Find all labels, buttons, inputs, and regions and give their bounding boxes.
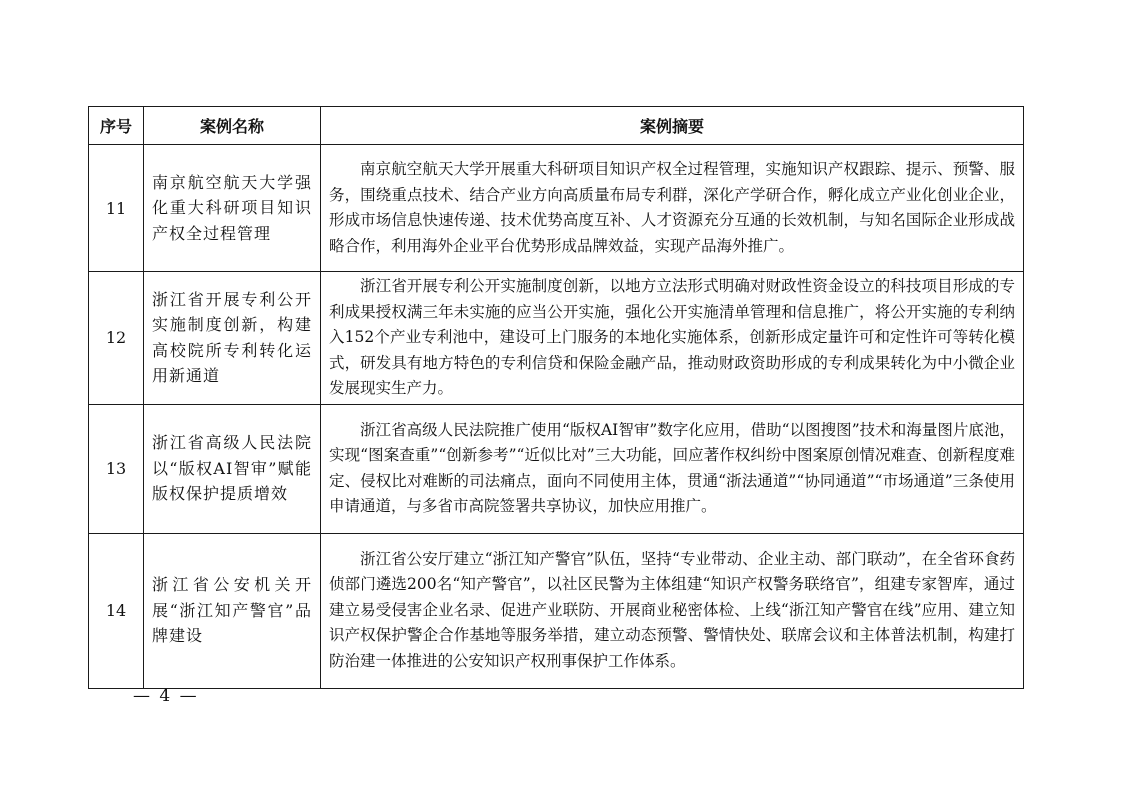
case-seq: 12 <box>89 272 144 405</box>
case-seq: 13 <box>89 404 144 533</box>
table-row <box>89 533 1024 688</box>
table-row <box>89 272 1024 405</box>
case-summary: 南京航空航天大学开展重大科研项目知识产权全过程管理，实施知识产权跟踪、提示、预警、服务，围绕重点技术、结合产业方向高质量布局专利群，深化产学研合作，孵化成立产业化创业企业，形成市场信息快速传递、技术优势高度互补、人才资源充分互通的长效机制，与知名国际企业形成战略合作，利用海外企业平台优势形成品牌效益，实现产品海外推广。 <box>321 145 1024 272</box>
case-seq: 14 <box>89 533 144 688</box>
table-header-row <box>89 107 1024 145</box>
case-summary: 浙江省开展专利公开实施制度创新，以地方立法形式明确对财政性资金设立的科技项目形成的专利成果授权满三年未实施的应当公开实施，强化公开实施清单管理和信息推广，将公开实施的专利纳入152个产业专利池中，建设可上门服务的本地化实施体系，创新形成定量许可和定性许可等转化模式，研发具有地方特色的专利信贷和保险金融产品，推动财政资助形成的专利成果转化为中小微企业发展现实生产力。 <box>321 272 1024 405</box>
case-summary: 浙江省公安厅建立“浙江知产警官”队伍，坚持“专业带动、企业主动、部门联动”，在全省环食药侦部门遴选200名“知产警官”，以社区民警为主体组建“知识产权警务联络官”，组建专家智库，通过建立易受侵害企业名录、促进产业联防、开展商业秘密体检、上线“浙江知产警官在线”应用、建立知识产权保护警企合作基地等服务举措，建立动态预警、警情快处、联席会议和主体普法机制，构建打防治建一体推进的公安知识产权刑事保护工作体系。 <box>321 533 1024 688</box>
case-summary: 浙江省高级人民法院推广使用“版权AI智审”数字化应用，借助“以图搜图”技术和海量图片底池，实现“图案查重”“创新参考”“近似比对”三大功能，回应著作权纠纷中图案原创情况难查、创新程度难定、侵权比对难断的司法痛点，面向不同使用主体，贯通“浙法通道”“协同通道”“市场通道”三条使用申请通道，与多省市高院签署共享协议，加快应用推广。 <box>321 404 1024 533</box>
case-seq: 11 <box>89 145 144 272</box>
case-name: 浙江省开展专利公开实施制度创新，构建高校院所专利转化运用新通道 <box>144 272 321 405</box>
page-number: — 4 — <box>133 686 199 706</box>
case-table <box>88 106 1024 689</box>
table-row <box>89 145 1024 272</box>
header-case-summary: 案例摘要 <box>321 107 1024 145</box>
case-name: 浙江省公安机关开展“浙江知产警官”品牌建设 <box>144 533 321 688</box>
case-name: 浙江省高级人民法院以“版权AI智审”赋能版权保护提质增效 <box>144 404 321 533</box>
table-row <box>89 404 1024 533</box>
header-seq: 序号 <box>89 107 144 145</box>
case-name: 南京航空航天大学强化重大科研项目知识产权全过程管理 <box>144 145 321 272</box>
header-case-name: 案例名称 <box>144 107 321 145</box>
